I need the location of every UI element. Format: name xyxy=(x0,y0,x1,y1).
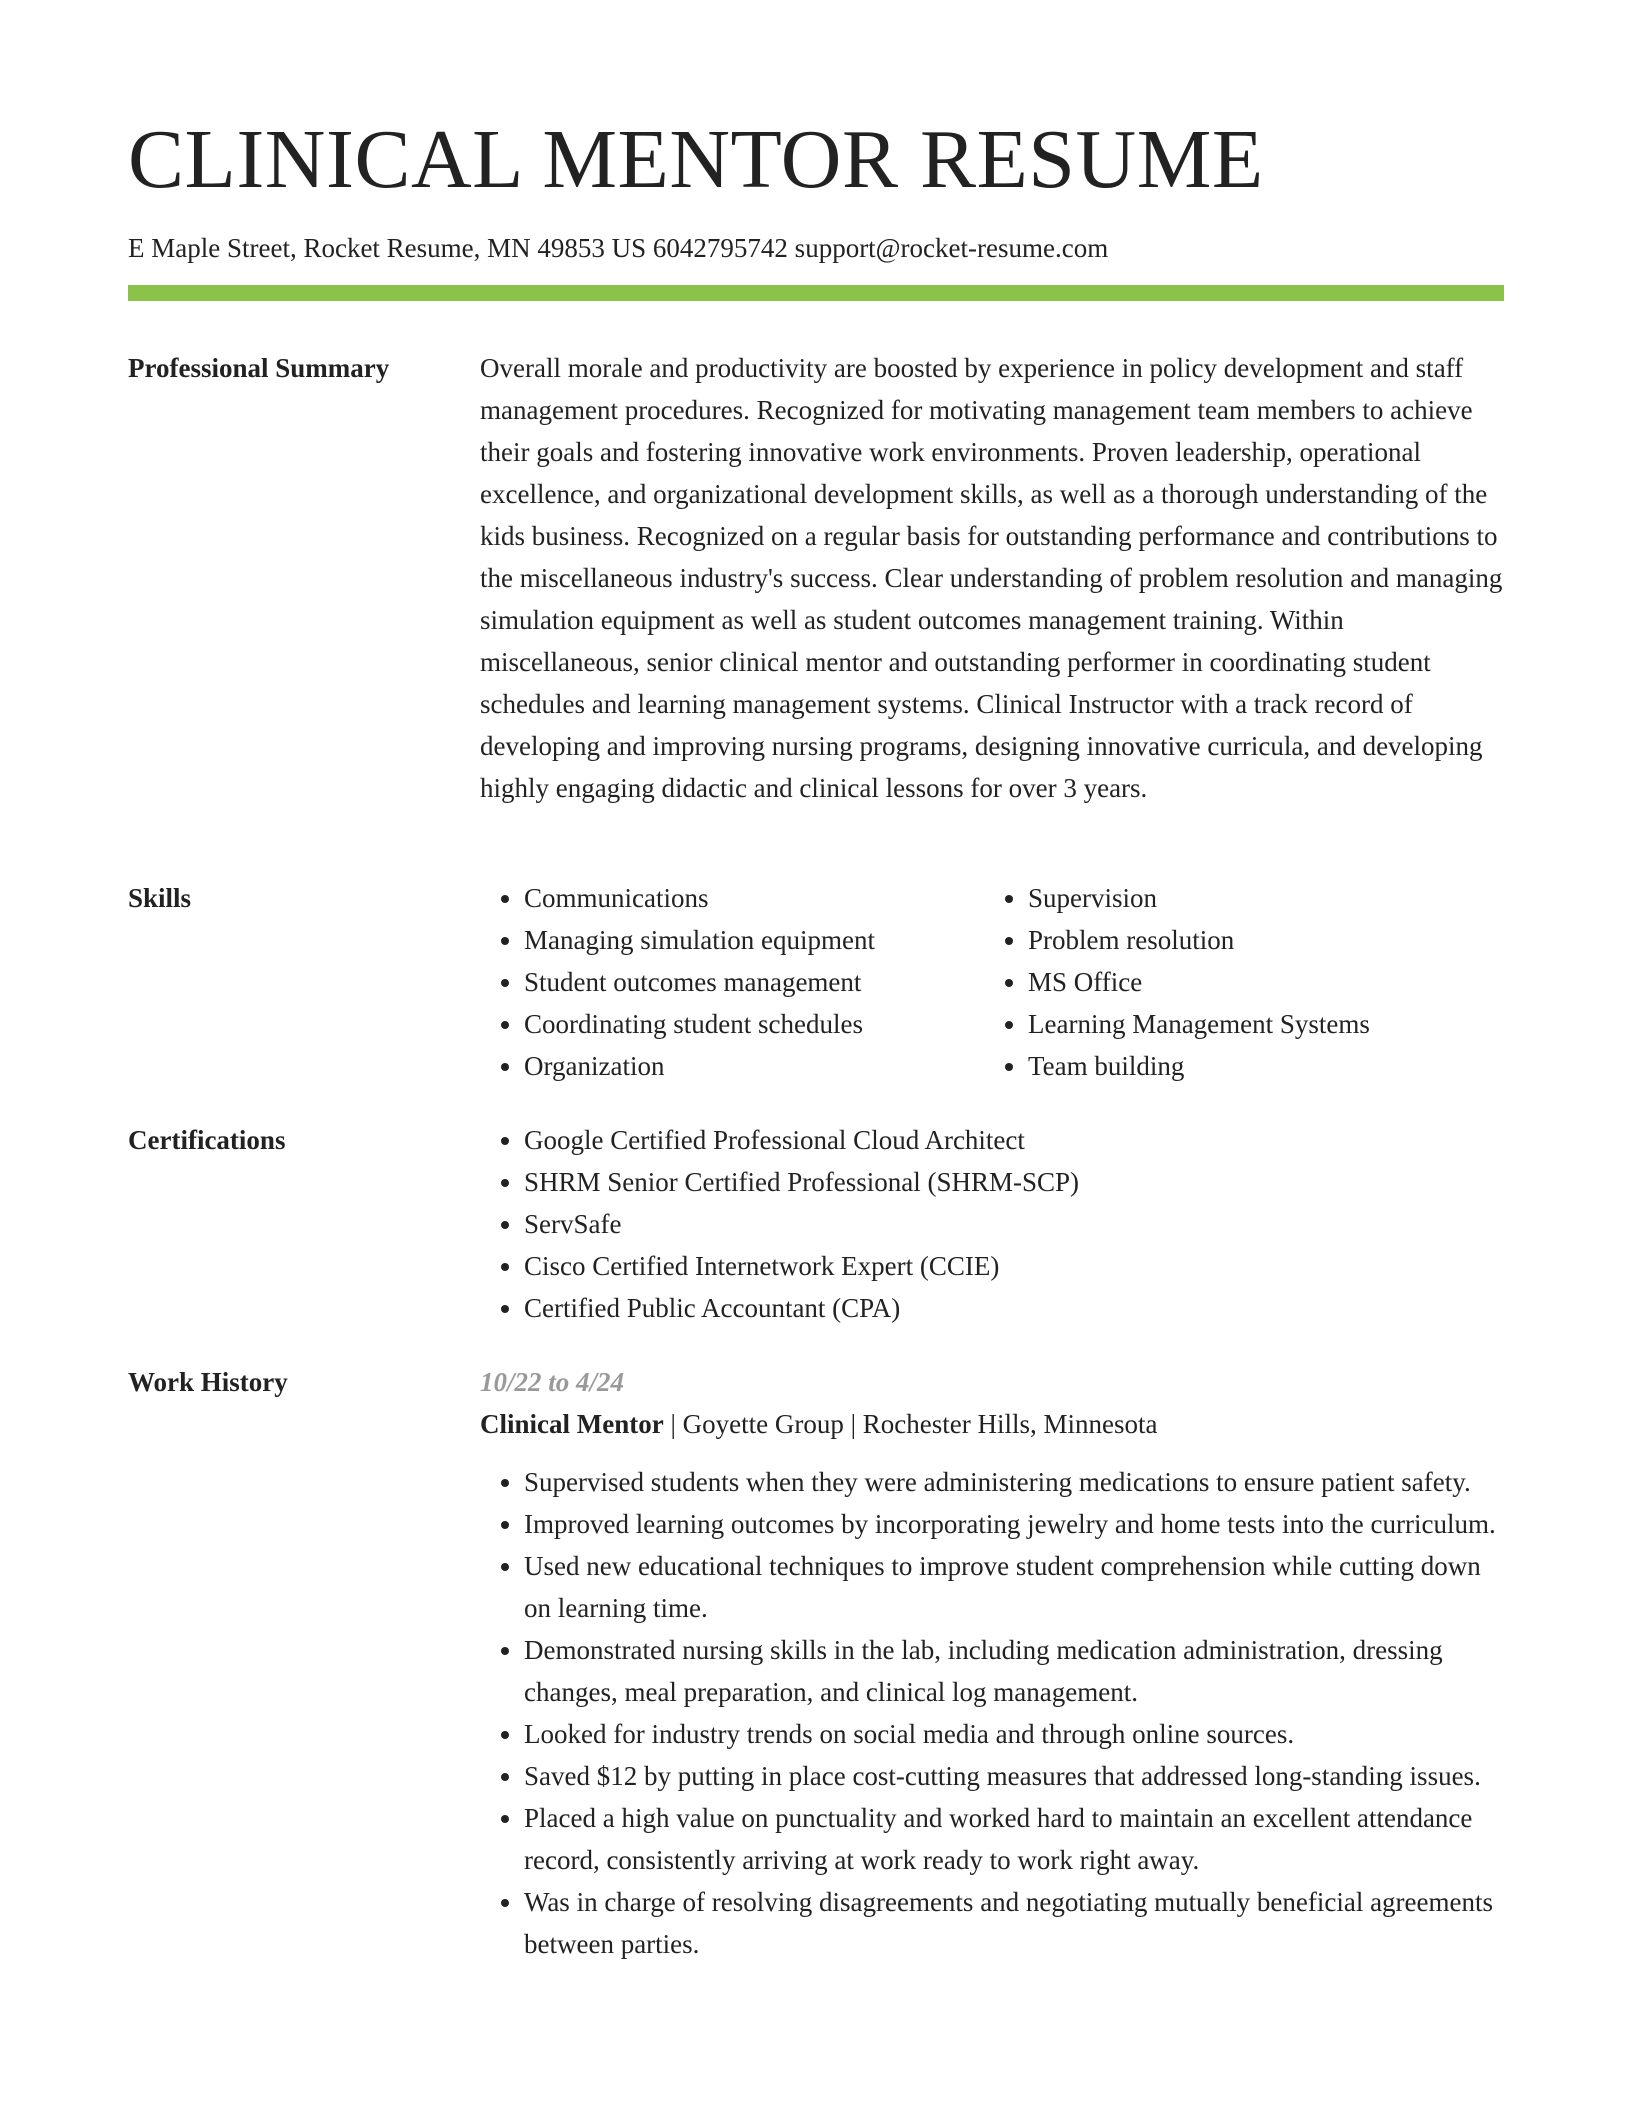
skill-item: • Managing simulation equipment xyxy=(524,919,984,961)
job-bullet: • Looked for industry trends on social media and through online sources. xyxy=(524,1713,1504,1755)
contact-line: E Maple Street, Rocket Resume, MN 49853 US 6042795742 support@rocket-resume.com xyxy=(128,233,1109,263)
job-bullet: • Was in charge of resolving disagreements and negotiating mutually beneficial agreements between parties. xyxy=(524,1881,1504,1965)
certification-item: • ServSafe xyxy=(524,1203,1504,1245)
job-heading xyxy=(480,1403,1504,1445)
job-bullet: • Placed a high value on punctuality and worked hard to maintain an excellent attendance record, consistently arriving at work ready to work right away. xyxy=(524,1797,1504,1881)
skill-item: • Student outcomes management xyxy=(524,961,984,1003)
summary-text: Overall morale and productivity are boosted by experience in policy development and staff management procedures. Recognized for motivating management team members to achieve their goals and fostering innovative work environments. Proven leadership, operational excellence, and organizational development skills, as well as a thorough understanding of the kids business. Recognized on a regular basis for outstanding performance and contributions to the miscellaneous industry's success. Clear understanding of problem resolution and managing simulation equipment as well as student outcomes management training. Within miscellaneous, senior clinical mentor and outstanding performer in coordinating student schedules and learning management systems. Clinical Instructor with a track record of developing and improving nursing programs, designing innovative curricula, and developing highly engaging didactic and clinical lessons for over 3 years. xyxy=(480,353,1503,803)
certifications-list xyxy=(480,1119,1504,1329)
resume-title: CLINICAL MENTOR RESUME xyxy=(128,113,1264,206)
job-title: Clinical Mentor xyxy=(480,1409,664,1439)
work-history-label: Work History xyxy=(128,1367,288,1397)
skill-item: • Organization xyxy=(524,1045,984,1087)
skill-item: • MS Office xyxy=(1028,961,1488,1003)
job-bullet: • Saved $12 by putting in place cost-cutting measures that addressed long-standing issues. xyxy=(524,1755,1504,1797)
skills-label: Skills xyxy=(128,883,192,913)
header-divider xyxy=(128,285,1504,301)
certification-item: • Certified Public Accountant (CPA) xyxy=(524,1287,1504,1329)
skill-item: • Communications xyxy=(524,877,984,919)
skill-item: • Team building xyxy=(1028,1045,1488,1087)
skills-column-left xyxy=(480,877,984,1087)
skills-section xyxy=(480,877,1504,1087)
certification-item: • Google Certified Professional Cloud Architect xyxy=(524,1119,1504,1161)
job-bullet: • Supervised students when they were administering medications to ensure patient safety. xyxy=(524,1461,1504,1503)
certifications-label: Certifications xyxy=(128,1125,286,1155)
certification-item: • SHRM Senior Certified Professional (SHRM-SCP) xyxy=(524,1161,1504,1203)
job-bullets xyxy=(480,1461,1504,1965)
skills-column-right xyxy=(984,877,1488,1087)
job-bullet: • Used new educational techniques to improve student comprehension while cutting down on learning time. xyxy=(524,1545,1504,1629)
skill-item: • Coordinating student schedules xyxy=(524,1003,984,1045)
certification-item: • Cisco Certified Internetwork Expert (CCIE) xyxy=(524,1245,1504,1287)
skill-item: • Learning Management Systems xyxy=(1028,1003,1488,1045)
summary-section xyxy=(480,347,1504,809)
skill-item: • Supervision xyxy=(1028,877,1488,919)
job-dates: 10/22 to 4/24 xyxy=(480,1367,625,1397)
job-entry xyxy=(480,1361,1504,1965)
work-history-section xyxy=(480,1361,1504,1965)
job-bullet: • Improved learning outcomes by incorporating jewelry and home tests into the curriculum. xyxy=(524,1503,1504,1545)
summary-label: Professional Summary xyxy=(128,353,390,383)
skills-list-left xyxy=(480,877,984,1087)
job-bullet: • Demonstrated nursing skills in the lab, including medication administration, dressing changes, meal preparation, and clinical log management. xyxy=(524,1629,1504,1713)
skills-grid xyxy=(480,877,1504,1087)
skill-item: • Problem resolution xyxy=(1028,919,1488,961)
job-details: | Goyette Group | Rochester Hills, Minnesota xyxy=(663,1409,1158,1439)
certifications-section xyxy=(480,1119,1504,1329)
skills-list-right xyxy=(984,877,1488,1087)
